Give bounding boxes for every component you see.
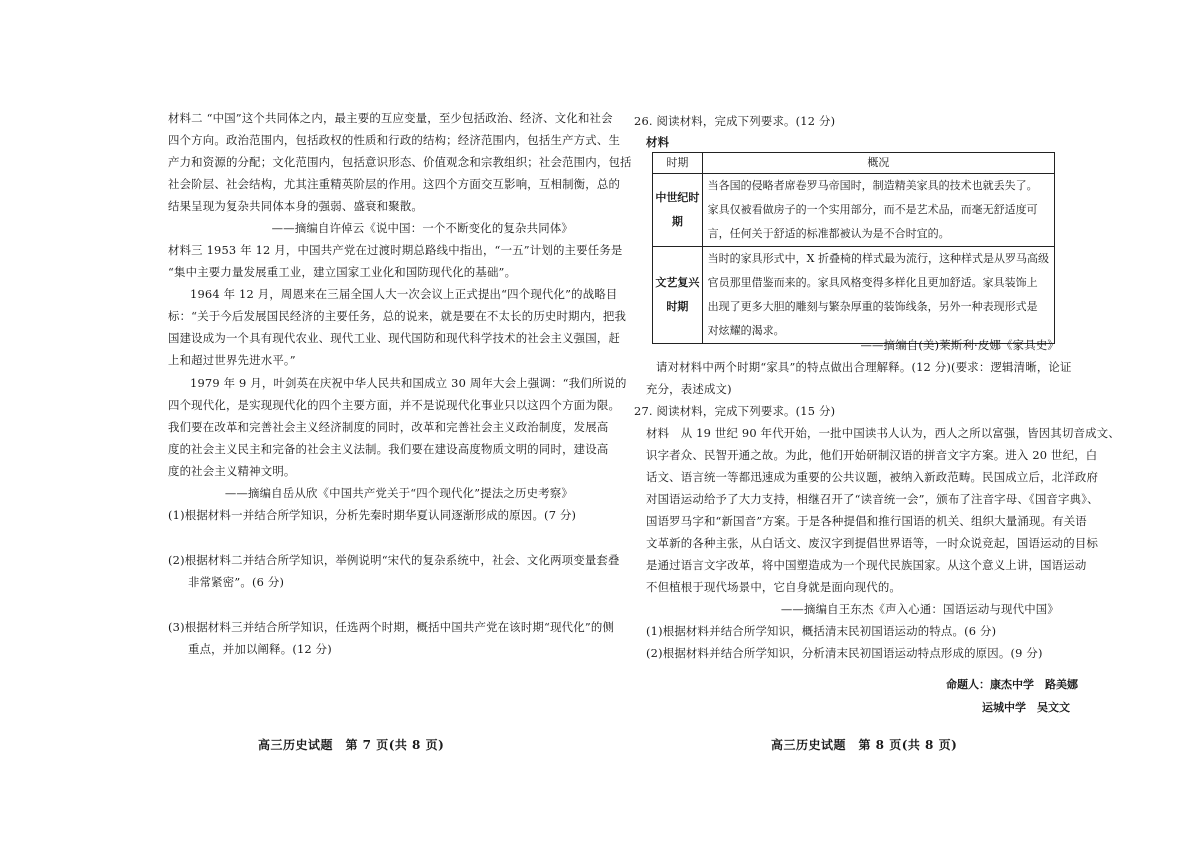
right-page-footer: 高三历史试题 第 8 页(共 8 页) <box>771 738 958 752</box>
table-cell-line: 当各国的侵略者席卷罗马帝国时，制造精美家具的技术也就丢失了。 <box>707 179 1038 192</box>
q27-material-line: 话文、语言统一等都迅速成为重要的公共议题，被纳入新政范畴。民国成立后，北洋政府 <box>646 470 1099 484</box>
material-2-line: 材料二 “中国”这个共同体之内，最主要的互应变量，至少包括政治、经济、文化和社会 <box>168 111 613 125</box>
material-3-line: “集中主要力量发展重工业，建立国家工业化和国防现代化的基础”。 <box>168 265 517 279</box>
material-3-line: 材料三 1953 年 12 月，中国共产党在过渡时期总路线中指出，“一五”计划的主要任务是 <box>168 243 623 257</box>
q27-material-line: 识字者众、民智开通之故。为此，他们开始研制汉语的拼音文字方案。进入 20 世纪，白 <box>646 448 1098 462</box>
left-page <box>168 0 632 849</box>
table-row <box>653 174 1055 247</box>
question-2: (2)根据材料二并结合所学知识，举例说明“宋代的复杂系统中，社会、文化两项变量套叠 <box>168 553 620 567</box>
table-cell-period: 文艺复兴时期 <box>653 247 703 344</box>
table-header-period: 时期 <box>653 153 703 174</box>
q27-material-line: 不但植根于现代场景中，它自身就是面向现代的。 <box>646 580 901 594</box>
author-line-1: 命题人：康杰中学 路美娜 <box>946 678 1078 691</box>
material-3-line: 1979 年 9 月，叶剑英在庆祝中华人民共和国成立 30 周年大会上强调：“我们所说的 <box>190 376 627 390</box>
material-3-line: 1964 年 12 月，周恩来在三届全国人大一次会议上正式提出“四个现代化”的战略目 <box>190 287 618 301</box>
table-cell-line: 官员那里借鉴而来的。家具风格变得多样化且更加舒适。家具装饰上 <box>707 276 1038 289</box>
question-1: (1)根据材料一并结合所学知识，分析先秦时期华夏认同逐渐形成的原因。(7 分) <box>168 508 577 522</box>
material-2-line: 产力和资源的分配；文化范围内，包括意识形态、价值观念和宗教组织；社会范围内，包括 <box>168 155 632 169</box>
q27-question-1: (1)根据材料并结合所学知识，概括清末民初国语运动的特点。(6 分) <box>646 624 997 638</box>
author-line-2: 运城中学 吴文文 <box>982 701 1070 714</box>
q27-question-2: (2)根据材料并结合所学知识，分析清末民初国语运动特点形成的原因。(9 分) <box>646 646 1043 660</box>
material-3-line: 国建设成为一个具有现代农业、现代工业、现代国防和现代科学技术的社会主义强国，赶 <box>168 331 621 345</box>
q26-title: 26. 阅读材料，完成下列要求。(12 分) <box>634 114 836 128</box>
material-2-line: 社会阶层、社会结构，尤其注重精英阶层的作用。这四个方面交互影响，互相制衡，总的 <box>168 177 621 191</box>
material-3-line: 度的社会主义精神文明。 <box>168 464 296 478</box>
material-2-source: ——摘编自许倬云《说中国：一个不断变化的复杂共同体》 <box>271 221 573 235</box>
material-3-line: 度的社会主义民主和完备的社会主义法制。我们要在建设高度物质文明的同时，建设高 <box>168 442 609 456</box>
material-3-line: 四个现代化，是实现现代化的四个主要方面，并不是说现代化事业只以这四个方面为限。 <box>168 398 621 412</box>
table-cell-line: 言，任何关于舒适的标准都被认为是不合时宜的。 <box>707 227 950 240</box>
material-3-line: 我们要在改革和完善社会主义经济制度的同时，改革和完善社会主义政治制度，发展高 <box>168 420 609 434</box>
furniture-table <box>652 152 1055 344</box>
table-header-overview: 概况 <box>702 153 1054 174</box>
q27-material-line: 文革新的各种主张，从白话文、废汉字到提倡世界语等，一时众说竞起，国语运动的目标 <box>646 536 1099 550</box>
q27-source: ——摘编自王东杰《声入心通：国语运动与现代中国》 <box>780 602 1059 616</box>
right-page <box>634 0 1120 849</box>
q26-material-label: 材料 <box>646 135 670 149</box>
q26-requirement-cont: 充分，表述成文) <box>646 382 732 396</box>
table-cell-line: 家具仅被看做房子的一个实用部分，而不是艺术品，而毫无舒适度可 <box>707 203 1038 216</box>
question-3-cont: 重点，并加以阐释。(12 分) <box>188 642 332 656</box>
q27-material-line: 国语罗马字和“新国音”方案。于是各种提倡和推行国语的机关、组织大量涌现。有关语 <box>646 514 1087 528</box>
table-header-row <box>653 153 1055 174</box>
q27-material-line: 材料 从 19 世纪 90 年代开始，一批中国读书人认为，西人之所以富强，皆因其切音成文、 <box>646 426 1120 440</box>
table-row <box>653 247 1055 344</box>
q27-material-line: 是通过语言文字改革，将中国塑造成为一个现代民族国家。从这个意义上讲，国语运动 <box>646 558 1087 572</box>
table-cell-overview <box>702 247 1054 344</box>
question-3: (3)根据材料三并结合所学知识，任选两个时期，概括中国共产党在该时期“现代化”的侧 <box>168 620 615 634</box>
material-3-line: 标：“关于今后发展国民经济的主要任务，总的说来，就是要在不太长的历史时期内，把我 <box>168 309 627 323</box>
table-cell-overview <box>702 174 1054 247</box>
material-2-line: 四个方向。政治范围内，包括政权的性质和行政的结构；经济范围内，包括生产方式、生 <box>168 133 621 147</box>
table-cell-period: 中世纪时期 <box>653 174 703 247</box>
question-2-cont: 非常紧密”。(6 分) <box>188 575 285 589</box>
material-3-line: 上和超过世界先进水平。” <box>168 353 296 367</box>
q27-material-line: 对国语运动给予了大力支持，相继召开了“读音统一会”，颁布了注音字母、《国音字典》、 <box>646 492 1099 506</box>
table-cell-line: 对炫耀的渴求。 <box>707 324 785 337</box>
left-page-footer: 高三历史试题 第 7 页(共 8 页) <box>258 738 445 752</box>
q26-source: ——摘编自(美)莱斯利·皮娜《家具史》 <box>860 338 1059 352</box>
material-3-source: ——摘编自岳从欣《中国共产党关于“四个现代化”提法之历史考察》 <box>224 486 573 500</box>
material-2-line: 结果呈现为复杂共同体本身的强弱、盛衰和聚散。 <box>168 199 423 213</box>
table-cell-line: 当时的家具形式中，X 折叠椅的样式最为流行，这种样式是从罗马高级 <box>707 252 1049 265</box>
q27-title: 27. 阅读材料，完成下列要求。(15 分) <box>634 404 836 418</box>
table-cell-line: 出现了更多大胆的雕刻与繁杂厚重的装饰线条，另外一种表现形式是 <box>707 300 1038 313</box>
q26-requirement: 请对材料中两个时期“家具”的特点做出合理解释。(12 分)(要求：逻辑清晰，论证 <box>656 360 1072 374</box>
